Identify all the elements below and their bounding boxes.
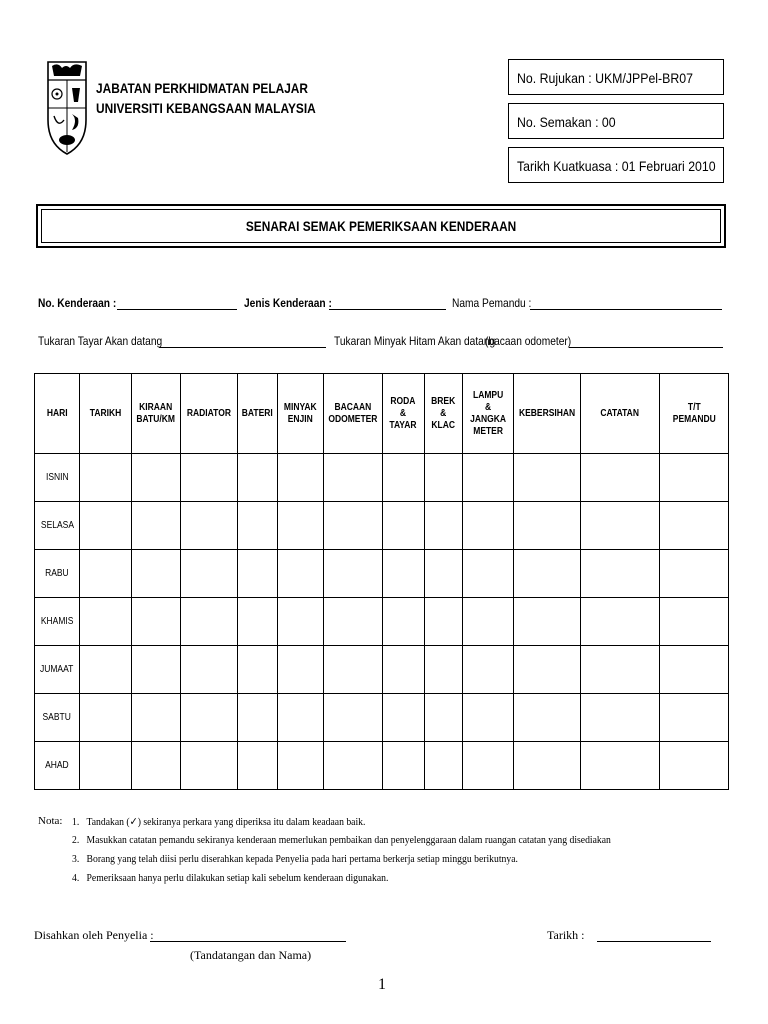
entry-cell[interactable] [659, 502, 728, 550]
entry-cell[interactable] [324, 646, 383, 694]
entry-cell[interactable] [382, 742, 424, 790]
entry-cell[interactable] [324, 598, 383, 646]
entry-cell[interactable] [580, 454, 659, 502]
header-lampu-jangka-meter: LAMPU & JANGKA METER [462, 374, 513, 454]
entry-cell[interactable] [580, 502, 659, 550]
entry-cell[interactable] [324, 742, 383, 790]
entry-cell[interactable] [181, 598, 238, 646]
entry-cell[interactable] [462, 646, 513, 694]
entry-cell[interactable] [462, 742, 513, 790]
day-label: RABU [45, 568, 69, 579]
header-bateri: BATERI [238, 374, 278, 454]
entry-cell[interactable] [513, 502, 580, 550]
entry-cell[interactable] [424, 454, 462, 502]
entry-cell[interactable] [238, 646, 278, 694]
table-row [35, 454, 729, 502]
header-radiator: RADIATOR [181, 374, 238, 454]
entry-cell[interactable] [382, 646, 424, 694]
entry-cell[interactable] [513, 694, 580, 742]
signature-caption: (Tandatangan dan Nama) [190, 948, 312, 962]
entry-cell[interactable] [80, 550, 132, 598]
day-label: JUMAAT [40, 664, 74, 675]
entry-cell[interactable] [278, 742, 324, 790]
table-row [35, 694, 729, 742]
entry-cell[interactable] [181, 454, 238, 502]
header-hari: HARI [35, 374, 80, 454]
reference-number-box: No. Rujukan : UKM/JPPel-BR07 [508, 59, 724, 95]
entry-cell[interactable] [238, 502, 278, 550]
entry-cell[interactable] [580, 598, 659, 646]
header-kiraan-batu-km: KIRAAN BATU/KM [132, 374, 181, 454]
entry-cell[interactable] [238, 742, 278, 790]
entry-cell[interactable] [132, 598, 181, 646]
entry-cell[interactable] [132, 646, 181, 694]
entry-cell[interactable] [324, 550, 383, 598]
entry-cell[interactable] [181, 742, 238, 790]
inspection-table [34, 373, 729, 790]
entry-cell[interactable] [382, 598, 424, 646]
entry-cell[interactable] [324, 502, 383, 550]
form-title-box [36, 204, 726, 248]
entry-cell[interactable] [659, 742, 728, 790]
university-crest-logo [44, 58, 90, 158]
entry-cell[interactable] [80, 742, 132, 790]
day-cell [35, 550, 80, 598]
form-title: SENARAI SEMAK PEMERIKSAAN KENDERAAN [245, 218, 517, 234]
verified-by-label: Disahkan oleh Penyelia : [34, 928, 154, 942]
entry-cell[interactable] [278, 550, 324, 598]
entry-cell[interactable] [278, 598, 324, 646]
entry-cell[interactable] [462, 550, 513, 598]
day-label: SELASA [40, 520, 74, 531]
day-label: AHAD [45, 760, 69, 771]
note-item-2: 2. Masukkan catatan pemandu sekiranya kenderaan memerlukan pembaikan dan penyelenggaraan dalam ruangan catatan yang disediakan [72, 834, 611, 846]
header-kebersihan: KEBERSIHAN [513, 374, 580, 454]
entry-cell[interactable] [80, 646, 132, 694]
note-item-1: 1. Tandakan (✓) sekiranya perkara yang diperiksa itu dalam keadaan baik. [72, 816, 366, 828]
table-row [35, 742, 729, 790]
vehicle-no-field[interactable] [117, 309, 237, 310]
entry-cell[interactable] [659, 454, 728, 502]
entry-cell[interactable] [324, 694, 383, 742]
note-item-4: 4. Pemeriksaan hanya perlu dilakukan setiap kali sebelum kenderaan digunakan. [72, 872, 389, 884]
entry-cell[interactable] [80, 454, 132, 502]
table-header-row [35, 374, 729, 454]
driver-name-field[interactable] [530, 309, 722, 310]
day-cell [35, 742, 80, 790]
header-minyak-enjin: MINYAK ENJIN [278, 374, 324, 454]
entry-cell[interactable] [132, 742, 181, 790]
header-catatan: CATATAN [580, 374, 659, 454]
vehicle-type-field[interactable] [329, 309, 446, 310]
entry-cell[interactable] [580, 550, 659, 598]
effective-date-box: Tarikh Kuatkuasa : 01 Februari 2010 [508, 147, 724, 183]
oil-change-field[interactable] [569, 347, 723, 348]
entry-cell[interactable] [80, 598, 132, 646]
entry-cell[interactable] [382, 454, 424, 502]
notes-label: Nota: [38, 815, 63, 827]
organization-department: JABATAN PERKHIDMATAN PELAJAR [96, 80, 309, 96]
table-row [35, 598, 729, 646]
entry-cell[interactable] [181, 646, 238, 694]
entry-cell[interactable] [513, 454, 580, 502]
table-row [35, 646, 729, 694]
entry-cell[interactable] [278, 502, 324, 550]
date-field[interactable] [597, 941, 711, 942]
day-label: ISNIN [45, 472, 69, 483]
day-label: KHAMIS [40, 616, 74, 627]
entry-cell[interactable] [424, 550, 462, 598]
entry-cell[interactable] [424, 502, 462, 550]
note-item-3: 3. Borang yang telah diisi perlu diserahkan kepada Penyelia pada hari pertama berkerja setiap minggu berikutnya. [72, 853, 518, 865]
entry-cell[interactable] [580, 646, 659, 694]
entry-cell[interactable] [424, 598, 462, 646]
entry-cell[interactable] [278, 646, 324, 694]
table-row [35, 502, 729, 550]
entry-cell[interactable] [424, 646, 462, 694]
header-roda-tayar: RODA & TAYAR [382, 374, 424, 454]
entry-cell[interactable] [132, 454, 181, 502]
entry-cell[interactable] [382, 502, 424, 550]
oil-change-label: Tukaran Minyak Hitam Akan datang [334, 334, 496, 348]
entry-cell[interactable] [659, 646, 728, 694]
entry-cell[interactable] [462, 694, 513, 742]
entry-cell[interactable] [580, 694, 659, 742]
day-cell [35, 694, 80, 742]
page-number: 1 [378, 976, 386, 993]
entry-cell[interactable] [278, 694, 324, 742]
tyre-change-label: Tukaran Tayar Akan datang [38, 334, 163, 348]
header-tt-pemandu: T/T PEMANDU [659, 374, 728, 454]
entry-cell[interactable] [238, 454, 278, 502]
entry-cell[interactable] [238, 598, 278, 646]
day-cell [35, 502, 80, 550]
header-tarikh: TARIKH [80, 374, 132, 454]
entry-cell[interactable] [462, 598, 513, 646]
entry-cell[interactable] [132, 502, 181, 550]
oil-change-note: (bacaan odometer) [485, 334, 572, 348]
entry-cell[interactable] [659, 694, 728, 742]
driver-name-label: Nama Pemandu : [452, 296, 532, 310]
entry-cell[interactable] [513, 742, 580, 790]
entry-cell[interactable] [513, 550, 580, 598]
table-row [35, 550, 729, 598]
entry-cell[interactable] [181, 694, 238, 742]
vehicle-type-label: Jenis Kenderaan : [244, 296, 332, 310]
supervisor-signature-field[interactable] [150, 941, 346, 942]
day-label: SABTU [42, 712, 72, 723]
entry-cell[interactable] [424, 742, 462, 790]
entry-cell[interactable] [132, 694, 181, 742]
entry-cell[interactable] [513, 598, 580, 646]
day-cell [35, 454, 80, 502]
entry-cell[interactable] [181, 502, 238, 550]
entry-cell[interactable] [382, 694, 424, 742]
entry-cell[interactable] [238, 694, 278, 742]
vehicle-no-label: No. Kenderaan : [38, 296, 117, 310]
entry-cell[interactable] [580, 742, 659, 790]
entry-cell[interactable] [382, 550, 424, 598]
date-label: Tarikh : [547, 928, 585, 942]
entry-cell[interactable] [238, 550, 278, 598]
day-cell [35, 598, 80, 646]
entry-cell[interactable] [462, 454, 513, 502]
entry-cell[interactable] [278, 454, 324, 502]
entry-cell[interactable] [659, 550, 728, 598]
entry-cell[interactable] [181, 550, 238, 598]
entry-cell[interactable] [80, 502, 132, 550]
revision-number-box: No. Semakan : 00 [508, 103, 724, 139]
header-bacaan-odometer: BACAAN ODOMETER [324, 374, 383, 454]
organization-university: UNIVERSITI KEBANGSAAN MALAYSIA [96, 100, 316, 116]
entry-cell[interactable] [80, 694, 132, 742]
entry-cell[interactable] [659, 598, 728, 646]
entry-cell[interactable] [462, 502, 513, 550]
entry-cell[interactable] [424, 694, 462, 742]
header-brek-klac: BREK & KLAC [424, 374, 462, 454]
day-cell [35, 646, 80, 694]
entry-cell[interactable] [513, 646, 580, 694]
entry-cell[interactable] [132, 550, 181, 598]
entry-cell[interactable] [324, 454, 383, 502]
tyre-change-field[interactable] [159, 347, 326, 348]
